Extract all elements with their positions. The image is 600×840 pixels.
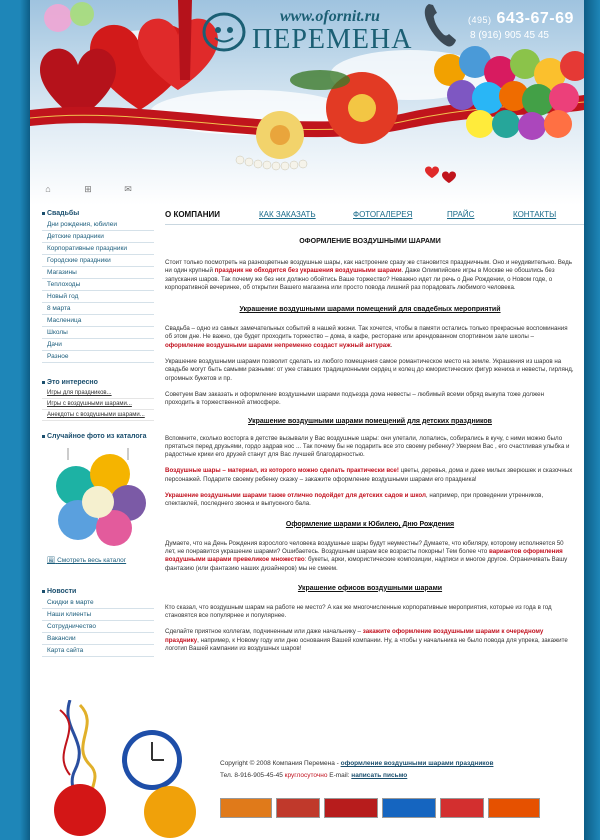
nav-contacts[interactable]: КОНТАКТЫ — [513, 210, 557, 219]
copyright-link[interactable]: оформление воздушными шарами праздников — [340, 760, 494, 767]
news-title[interactable]: Новости — [42, 586, 154, 597]
sidebar-item-catalog[interactable]: Теплоходы — [42, 279, 154, 291]
view-catalog-link[interactable] — [47, 556, 154, 564]
sidebar-item-news[interactable]: Сотрудничество — [42, 621, 154, 633]
paragraph-wedding-2: Украшение воздушными шарами позволит сделать из любого помещения самое романтическое место на земле. Украшения из шаров на свадьбе могут быть самыми разными: от уже ставших традиционными сердец и колец до юмористических фигур жениха и невесты, гирлянд, огромных букетов и пр. — [165, 358, 574, 382]
sidebar-item-news[interactable]: Вакансии — [42, 633, 154, 645]
balloon-flower-image — [48, 448, 148, 548]
paragraph-kids-2: Воздушные шары – материал, из которого можно сделать практически все! цветы, деревья, дома и даже милых зверюшек и сказочных персонажей. Подарите своему ребенку сказку – закажите оформление воздушными шарами его праздника! — [165, 467, 573, 483]
footer-email-link[interactable]: написать письмо — [351, 772, 408, 779]
badge-rambler[interactable] — [220, 798, 272, 818]
mail-icon[interactable]: ✉ — [124, 184, 132, 194]
phone-number: 643-67-69 — [496, 10, 574, 27]
badge-counter-1[interactable] — [276, 798, 320, 818]
paragraph-jubilee: Думаете, что на День Рождения взрослого человека воздушные шары будут неуместны? Думаете, что юбиляру, которому исполняется 50 лет, не понравится украшение шарами? Ошибаетесь. Воздушным шарам все возрасты покорны! Тем более что вариантов оформления воздушными шарами превеликое множество: букеты, арки, юмористические композиции, надписи и многое другое. Ограничивать Вашу фантазию (или фантазию наших дизайнеров) мы не смеем. — [165, 539, 568, 572]
sitemap-icon[interactable]: ⊞ — [84, 184, 92, 194]
paragraph-office-1: Кто сказал, что воздушным шарам на работе не место? А как же многочисленные корпоративные мероприятия, которые из года в год становятся все популярнее и популярнее. — [165, 603, 552, 620]
sidebar-item-catalog[interactable]: Новый год — [42, 291, 154, 303]
copyright-text: Copyright © 2008 Компания Перемена - — [220, 760, 341, 767]
sidebar-item-catalog[interactable]: Дни рождения, юбилеи — [42, 219, 154, 231]
brand-name: ПЕРЕМЕНА — [252, 24, 413, 55]
top-navigation — [165, 210, 584, 224]
interesting-link[interactable]: Игры для праздников... — [42, 388, 154, 399]
home-icon[interactable]: ⌂ — [45, 184, 51, 194]
view-catalog-label: Смотреть весь каталог — [57, 557, 127, 564]
interesting-link[interactable]: Анекдоты с воздушными шарами... — [42, 410, 154, 421]
badge-counter-2[interactable] — [324, 798, 378, 818]
sidebar-item-catalog[interactable]: Детские праздники — [42, 231, 154, 243]
footer-contact — [220, 772, 407, 779]
sidebar — [42, 208, 154, 657]
heading-jubilee: Оформление шарами к Юбилею, Дню Рождения — [285, 520, 455, 528]
sidebar-item-news[interactable]: Карта сайта — [42, 645, 154, 657]
interesting-links — [42, 388, 154, 421]
random-photo[interactable] — [48, 448, 148, 548]
paragraph-wedding-1: Свадьба – одно из самых замечательных событий в нашей жизни. Так хочется, чтобы в памяти остались только прекрасные воспоминания об этом дне. Не важно, где будет проходить торжество – дома, в кафе, ресторане или арендованном спортивном зале школы – оформление воздушными шарами непременно создаст нужный антураж. — [165, 325, 568, 349]
main-content — [165, 238, 575, 653]
logo-emblem-icon — [200, 10, 248, 52]
footer-24h: круглосуточно — [284, 772, 328, 779]
footer-phone: Тел. 8-916-905-45-45 — [220, 772, 285, 779]
sidebar-item-weddings[interactable]: Свадьбы — [42, 208, 154, 219]
random-photo-title: Случайное фото из каталога — [42, 431, 154, 442]
page-title: ОФОРМЛЕНИЕ ВОЗДУШНЫМИ ШАРАМИ — [299, 238, 441, 245]
paragraph-office-2: Сделайте приятное коллегам, подчиненным или даже начальнику – закажите оформление воздушными шарами к очередному празднику, например, к Новому году или дню основания Вашей компании. Ну, а чтобы у начальника не было повода для упрека, закажите логотип Вашей кампании из воздушных шаров! — [165, 628, 568, 653]
nav-about[interactable]: О КОМПАНИИ — [165, 210, 221, 219]
paragraph-kids-3: Украшение воздушными шарами также отлично подойдет для детских садов и школ, например, при проведении утренников, спектаклей, последнего звонка и выпускного бала. — [165, 492, 544, 508]
heading-kids: Украшение воздушными шарами помещений для детских праздников — [248, 417, 492, 425]
badge-mail[interactable] — [440, 798, 484, 818]
paragraph-intro: Стоит только посмотреть на разноцветные воздушные шары, как настроение сразу же становится праздничным. Оно и неудивительно. Ведь ни один крупный праздник не обходится без украшения воздушными шарами. Даже Олимпийские игры в Москве не обошлись без запускания шаров. Так почему же без них должно обойтись Ваше торжество? Неважно идет ли речь о Дне Рождении, о Новом годе, о корпоративной вечеринке, об открытии Вашего магазина или просто повода лишний раз порадовать любимого человека. — [165, 259, 572, 291]
phone-main — [468, 10, 574, 28]
phone-code: (495) — [468, 15, 492, 25]
sidebar-item-catalog[interactable]: Школы — [42, 327, 154, 339]
catalog-icon: 🖼 — [47, 557, 56, 564]
sidebar-item-news[interactable]: Наши клиенты — [42, 609, 154, 621]
nav-how-to-order[interactable]: КАК ЗАКАЗАТЬ — [259, 210, 316, 219]
heading-office: Украшение офисов воздушными шарами — [297, 584, 443, 592]
header-banner — [30, 0, 584, 205]
interesting-title: Это интересно — [42, 377, 154, 388]
paragraph-wedding-3: Советуем Вам заказать и оформление воздушными шарами подъезда дома невесты – любимый всеми обряд выкупа тоже должен проходить в торжественной атмосфере. — [165, 390, 544, 407]
sidebar-item-news[interactable]: Скидки в марте — [42, 597, 154, 609]
badge-arrow[interactable] — [488, 798, 540, 818]
interesting-link[interactable]: Игры с воздушными шарами... — [42, 399, 154, 410]
nav-divider — [165, 224, 584, 225]
utility-icons — [30, 183, 160, 197]
sidebar-item-catalog[interactable]: Городские праздники — [42, 255, 154, 267]
page — [30, 0, 584, 840]
sidebar-item-catalog[interactable]: 8 марта — [42, 303, 154, 315]
site-url: www.ofornit.ru — [280, 8, 380, 25]
sidebar-item-catalog[interactable]: Магазины — [42, 267, 154, 279]
footer-email-label: E-mail: — [327, 772, 352, 779]
footer-artwork — [30, 700, 230, 840]
paragraph-kids-1: Вспомните, сколько восторга в детстве вызывали у Вас воздушные шары: они улетали, лопались, собирались в кучу, с ними можно было прятаться перед друзьями, гордо задрав нос ... Так почему бы не подарить все это своему ребенку? Уверяем Вас , его счастливая улыбка и радостные крики его друзей станут для Вас лучшей благодарностью. — [165, 434, 570, 459]
badge-radosti[interactable] — [382, 798, 436, 818]
sidebar-item-catalog[interactable]: Масленица — [42, 315, 154, 327]
heading-weddings: Украшение воздушными шарами помещений для свадебных мероприятий — [239, 306, 501, 314]
nav-gallery[interactable]: ФОТОГАЛЕРЕЯ — [353, 210, 413, 219]
news-menu — [42, 597, 154, 657]
sidebar-item-catalog[interactable]: Разное — [42, 351, 154, 363]
copyright — [220, 760, 493, 767]
nav-price[interactable]: ПРАЙС — [447, 210, 475, 219]
catalog-menu — [42, 219, 154, 363]
sidebar-item-catalog[interactable]: Дачи — [42, 339, 154, 351]
sidebar-item-catalog[interactable]: Корпоративные праздники — [42, 243, 154, 255]
phone-mobile: 8 (916) 905 45 45 — [470, 30, 549, 41]
